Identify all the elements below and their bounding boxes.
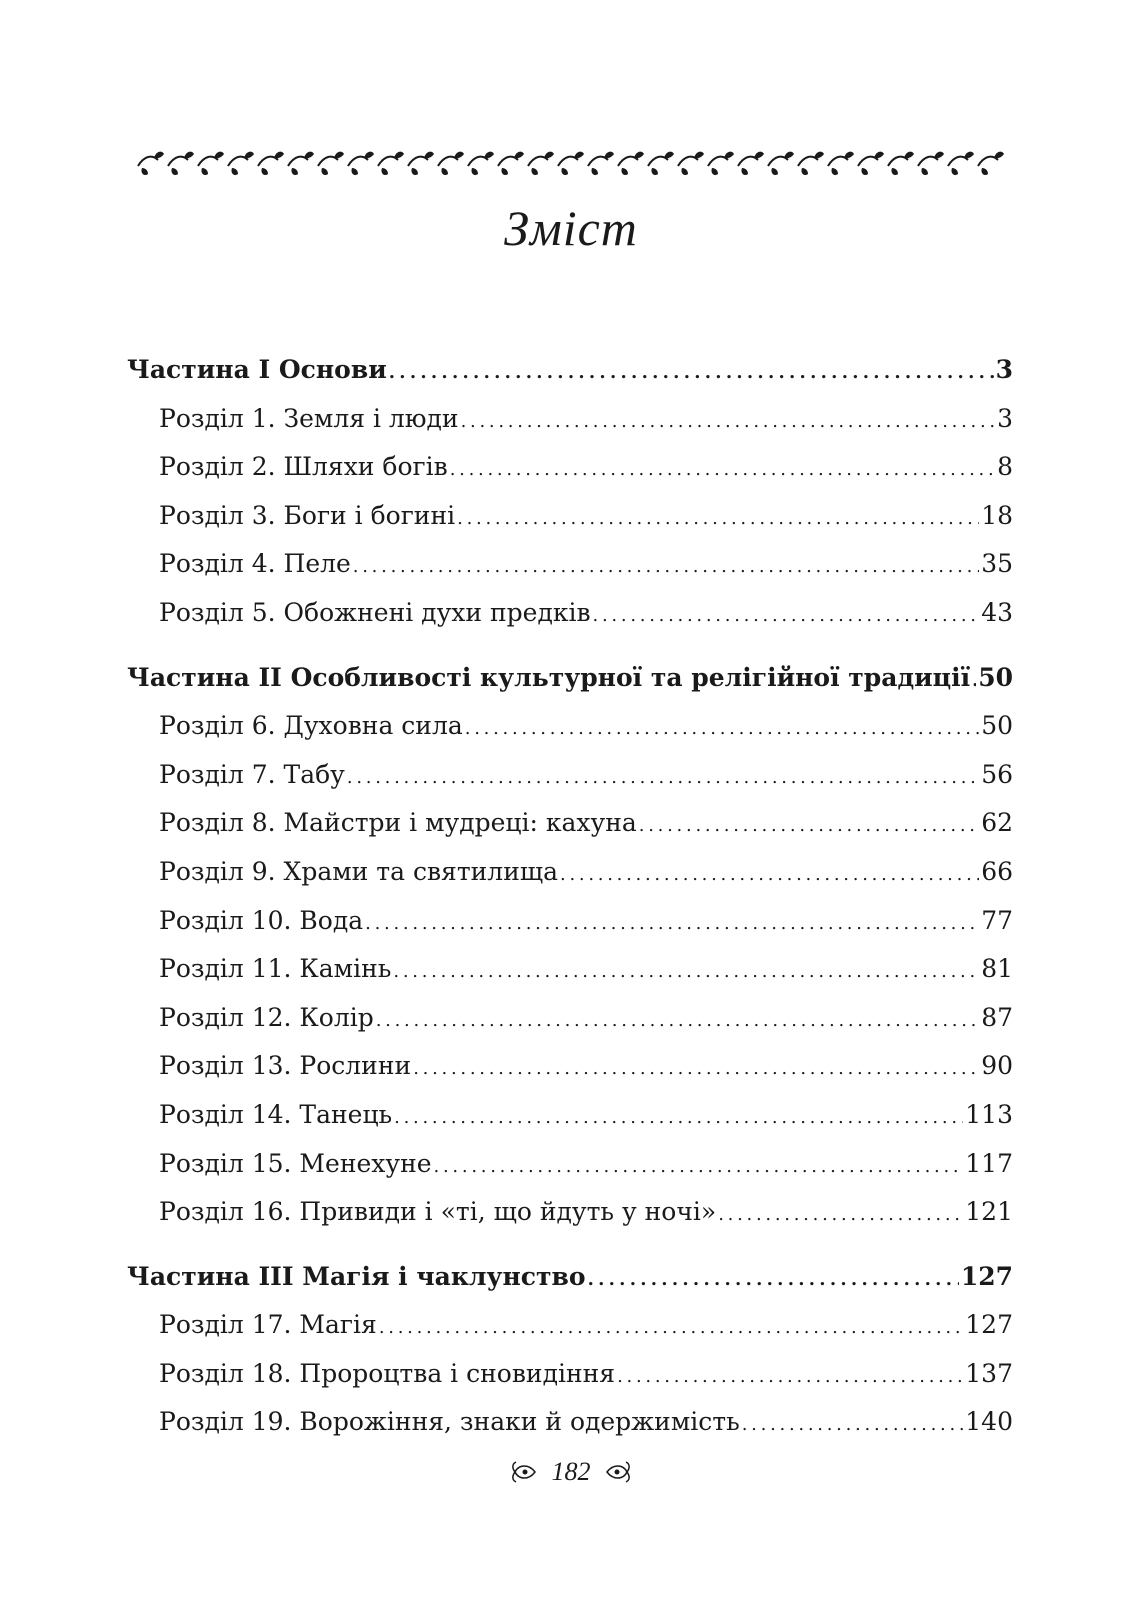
toc-entry-page-number: 8	[997, 452, 1013, 482]
toc-entry-title: Розділ 18. Пророцтва і сновидіння	[159, 1358, 616, 1388]
dot-leader	[457, 501, 979, 530]
toc-entry-title: Частина III Магія і чаклунство	[127, 1261, 586, 1291]
vine-leaf-segment	[738, 152, 764, 175]
vine-leaf-segment	[168, 152, 194, 175]
vine-leaf-segment	[948, 152, 974, 175]
toc-entry-page-number: 18	[981, 500, 1013, 530]
toc-chapter-entry	[127, 760, 1013, 809]
dot-leader	[560, 857, 979, 886]
toc-entry-page-number: 113	[965, 1099, 1013, 1129]
vine-leaf-segment	[588, 152, 614, 175]
toc-entry-title: Розділ 2. Шляхи богів	[159, 452, 448, 482]
dot-leader	[617, 1359, 963, 1388]
dot-leader	[465, 711, 979, 740]
floral-ornament-left-icon	[509, 1458, 537, 1486]
page-number: 182	[551, 1457, 591, 1487]
toc-entry-page-number: 66	[981, 856, 1013, 886]
toc-entry-page-number: 81	[981, 954, 1013, 984]
vine-leaf-segment	[888, 152, 914, 175]
vine-leaf-segment	[348, 152, 374, 175]
toc-entry-page-number: 50	[981, 711, 1013, 741]
vine-leaf-segment	[618, 152, 644, 175]
toc-part-entry	[127, 1262, 1013, 1311]
toc-entry-page-number: 140	[965, 1407, 1013, 1437]
toc-entry-title: Розділ 14. Танець	[159, 1099, 393, 1129]
toc-chapter-entry	[127, 549, 1013, 598]
vine-leaf-segment	[498, 152, 524, 175]
toc-entry-page-number: 77	[981, 905, 1013, 935]
toc-chapter-entry	[127, 404, 1013, 453]
vine-leaf-segment	[288, 152, 314, 175]
toc-entry-page-number: 90	[981, 1051, 1013, 1081]
vine-leaf-segment	[978, 152, 1004, 175]
section-gap	[127, 647, 1013, 663]
toc-entry-title: Розділ 11. Камінь	[159, 954, 392, 984]
toc-entry-title: Розділ 16. Привиди і «ті, що йдуть у ночі»	[159, 1197, 717, 1227]
vine-leaf-segment	[918, 152, 944, 175]
vine-leaf-segment	[678, 152, 704, 175]
toc-entry-title: Розділ 12. Колір	[159, 1002, 374, 1032]
toc-entry-title: Розділ 8. Майстри і мудреці: кахуна	[159, 808, 637, 838]
vine-leaf-segment	[528, 152, 554, 175]
section-gap	[127, 1246, 1013, 1262]
vine-leaf-segment	[138, 152, 164, 175]
dot-leader	[389, 355, 994, 384]
toc-chapter-entry	[127, 857, 1013, 906]
dot-leader	[376, 1003, 979, 1032]
toc-entry-title: Розділ 17. Магія	[159, 1310, 377, 1340]
toc-chapter-entry	[127, 1003, 1013, 1052]
toc-chapter-entry	[127, 1310, 1013, 1359]
toc-entry-title: Розділ 5. Обожнені духи предків	[159, 597, 591, 627]
dot-leader	[413, 1051, 979, 1080]
dot-leader	[639, 808, 979, 837]
floral-ornament-right-icon	[605, 1458, 633, 1486]
vine-leaf-segment	[858, 152, 884, 175]
toc-entry-page-number: 127	[960, 1261, 1013, 1291]
toc-chapter-entry	[127, 808, 1013, 857]
vine-leaf-segment	[768, 152, 794, 175]
vine-leaf-segment	[648, 152, 674, 175]
vine-leaf-segment	[438, 152, 464, 175]
toc-entry-title: Розділ 13. Рослини	[159, 1051, 412, 1081]
toc-chapter-entry	[127, 452, 1013, 501]
toc-chapter-entry	[127, 1407, 1013, 1456]
toc-chapter-entry	[127, 598, 1013, 647]
toc-entry-title: Частина I Основи	[127, 355, 387, 384]
dot-leader	[450, 452, 995, 481]
toc-entry-page-number: 127	[965, 1310, 1013, 1340]
toc-entry-page-number: 117	[965, 1148, 1013, 1178]
toc-entry-title: Розділ 10. Вода	[159, 905, 364, 935]
dot-leader	[742, 1407, 964, 1436]
vine-leaf-segment	[798, 152, 824, 175]
toc-entry-page-number: 35	[981, 549, 1013, 579]
vine-leaf-segment	[468, 152, 494, 175]
vine-leaf-segment	[828, 152, 854, 175]
toc-entry-title: Розділ 6. Духовна сила	[159, 711, 463, 741]
vine-leaf-segment	[198, 152, 224, 175]
dot-leader	[718, 1197, 963, 1226]
vine-leaf-segment	[708, 152, 734, 175]
dot-leader	[461, 404, 996, 433]
toc-part-entry	[127, 355, 1013, 404]
dot-leader	[353, 549, 979, 578]
toc-chapter-entry	[127, 1051, 1013, 1100]
dot-leader	[394, 1100, 963, 1129]
toc-entry-page-number: 87	[981, 1002, 1013, 1032]
toc-entry-title: Розділ 7. Табу	[159, 759, 345, 789]
dot-leader	[972, 663, 976, 692]
toc-chapter-entry	[127, 906, 1013, 955]
decorative-vine-border	[136, 146, 1006, 180]
toc-entry-title: Розділ 15. Менехуне	[159, 1148, 432, 1178]
toc-chapter-entry	[127, 1149, 1013, 1198]
toc-entry-page-number: 62	[981, 808, 1013, 838]
dot-leader	[347, 760, 979, 789]
toc-chapter-entry	[127, 1359, 1013, 1408]
dot-leader	[379, 1310, 963, 1339]
toc-entry-title: Розділ 4. Пеле	[159, 549, 351, 579]
toc-entry-title: Частина II Особливості культурної та релігійної традиції	[127, 662, 971, 692]
vine-leaf-segment	[258, 152, 284, 175]
vine-leaf-segment	[228, 152, 254, 175]
page-footer	[0, 1455, 1142, 1487]
toc-entry-title: Розділ 9. Храми та святилища	[159, 856, 558, 886]
toc-chapter-entry	[127, 1100, 1013, 1149]
toc-entry-page-number: 56	[981, 759, 1013, 789]
vine-leaf-segment	[318, 152, 344, 175]
toc-part-entry	[127, 663, 1013, 712]
toc-entry-title: Розділ 1. Земля і люди	[159, 403, 459, 433]
toc-entry-title: Розділ 19. Ворожіння, знаки й одержимість	[159, 1407, 740, 1437]
toc-entry-page-number: 3	[997, 403, 1013, 433]
dot-leader	[393, 954, 979, 983]
toc-chapter-entry	[127, 711, 1013, 760]
toc-chapter-entry	[127, 954, 1013, 1003]
toc-entry-title: Розділ 3. Боги і богині	[159, 500, 456, 530]
toc-entry-page-number: 50	[978, 662, 1013, 692]
vine-leaf-segment	[378, 152, 404, 175]
dot-leader	[365, 906, 979, 935]
page-title: Зміст	[504, 200, 638, 256]
vine-leaf-segment	[558, 152, 584, 175]
dot-leader	[593, 598, 980, 627]
toc-entry-page-number: 3	[995, 355, 1013, 384]
toc-entry-page-number: 137	[965, 1358, 1013, 1388]
table-of-contents	[127, 355, 1013, 1456]
dot-leader	[588, 1262, 959, 1291]
toc-entry-page-number: 121	[965, 1197, 1013, 1227]
toc-chapter-entry	[127, 501, 1013, 550]
dot-leader	[434, 1149, 964, 1178]
vine-leaf-segment	[408, 152, 434, 175]
toc-entry-page-number: 43	[981, 597, 1013, 627]
toc-chapter-entry	[127, 1197, 1013, 1246]
